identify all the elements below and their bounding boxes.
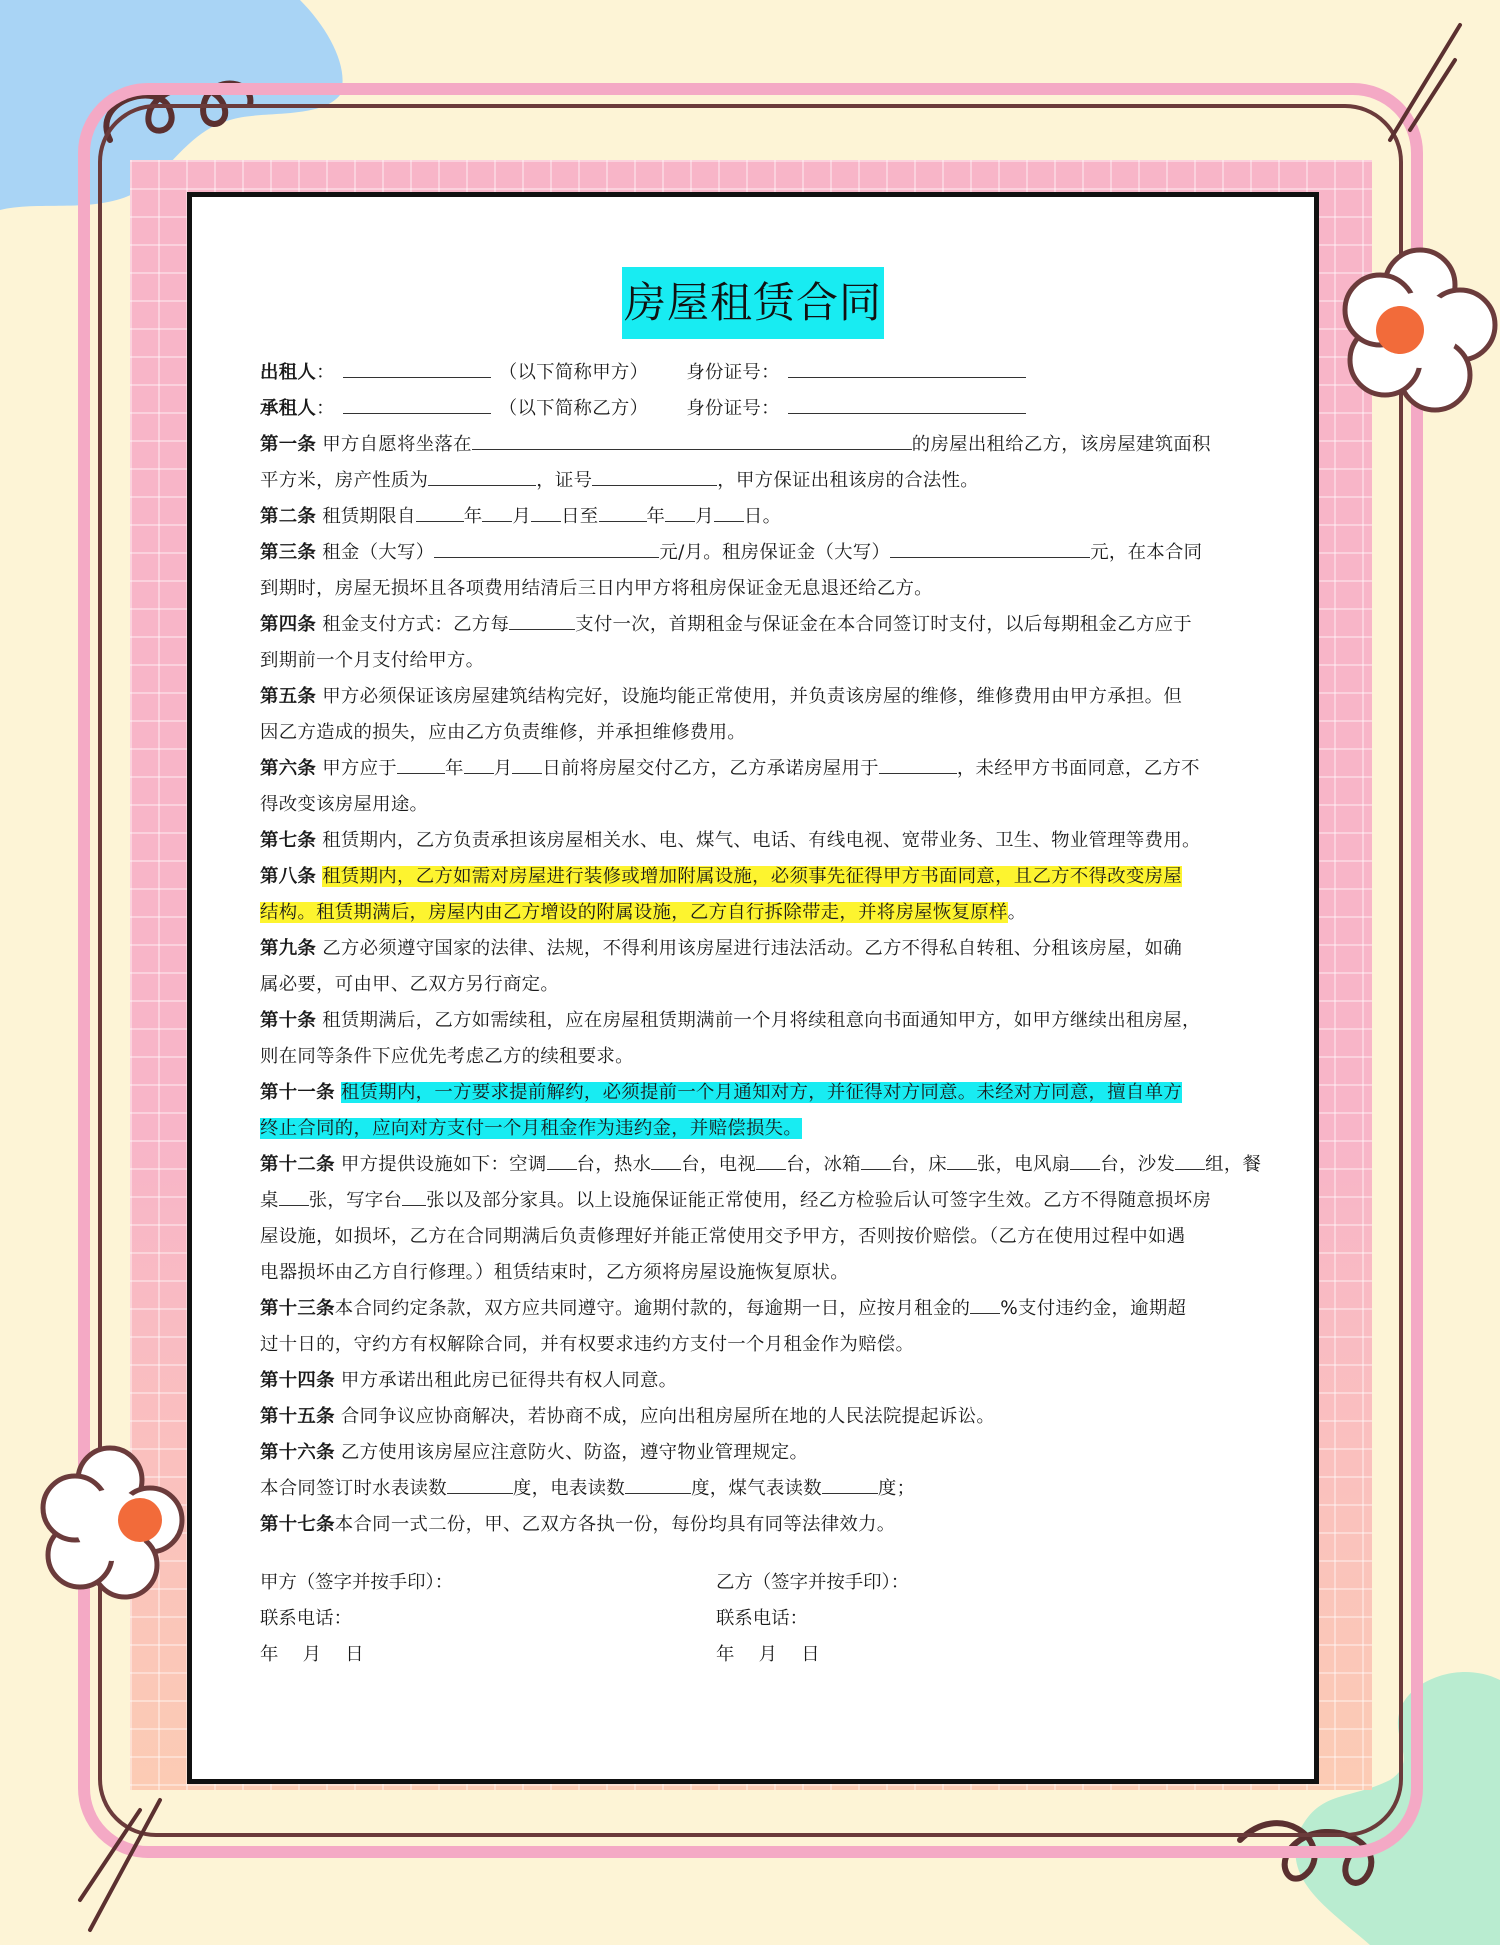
clause-17: 第十七条本合同一式二份，甲、乙双方各执一份，每份均具有同等法律效力。: [260, 1514, 896, 1535]
clause-7: 第七条 租赁期内，乙方负责承担该房屋相关水、电、煤气、电话、有线电视、宽带业务、卫生、物业管理等费用。: [260, 830, 1201, 851]
clause-3: 第三条 租金（大写） 元/月。租房保证金（大写） 元，在本合同: [260, 535, 1246, 571]
clause-10: 第十条 租赁期满后，乙方如需续租，应在房屋租赁期满前一个月将续租意向书面通知甲方，如甲方继续出租房屋，: [260, 1010, 1201, 1031]
clause-2: 第二条 租赁期限自 年 月 日至 年 月 日。: [260, 499, 1246, 535]
highlight-cyan: 租赁期内，一方要求提前解约，必须提前一个月通知对方，并征得对方同意。未经对方同意，擅自单方: [340, 1082, 1183, 1103]
contract-title: 房屋租赁合同: [622, 267, 884, 339]
lessor-line: 出租人： （以下简称甲方） 身份证号：: [260, 355, 1246, 391]
clause-14: 第十四条 甲方承诺出租此房已征得共有权人同意。: [260, 1370, 678, 1391]
clause-8: 第八条 租赁期内，乙方如需对房屋进行装修或增加附属设施，必须事先征得甲方书面同意，且乙方不得改变房屋: [260, 866, 1183, 887]
clause-12: 第十二条 甲方提供设施如下：空调 台，热水 台，电视 台，冰箱 台，床 张，电风扇 台，沙发 组，餐: [260, 1147, 1246, 1183]
signature-party-b: 乙方（签字并按手印）： 联系电话： 年 月 日: [716, 1572, 910, 1665]
clause-9: 第九条 乙方必须遵守国家的法律、法规，不得利用该房屋进行违法活动。乙方不得私自转租、分租该房屋，如确: [260, 938, 1183, 959]
contract-sheet: [187, 192, 1319, 1784]
lessor-id-blank[interactable]: [788, 355, 1026, 378]
clause-11: 第十一条 租赁期内，一方要求提前解约，必须提前一个月通知对方，并征得对方同意。未经对方同意，擅自单方: [260, 1082, 1183, 1103]
clause-15: 第十五条 合同争议应协商解决，若协商不成，应向出租房屋所在地的人民法院提起诉讼。: [260, 1406, 996, 1427]
clause-6: 第六条 甲方应于 年 月 日前将房屋交付乙方，乙方承诺房屋用于 ，未经甲方书面同意，乙方不: [260, 751, 1246, 787]
lessee-id-blank[interactable]: [788, 391, 1026, 414]
signature-party-a: 甲方（签字并按手印）： 联系电话： 年 月 日: [260, 1572, 454, 1665]
corner-scratch-top-right: [1370, 20, 1470, 180]
corner-scratch-bottom-left: [60, 1790, 180, 1940]
clause-13: 第十三条本合同约定条款，双方应共同遵守。逾期付款的，每逾期一日，应按月租金的 %支付违约金，逾期超: [260, 1291, 1246, 1327]
flower-bottom-left: [40, 1440, 190, 1610]
lessee-blank[interactable]: [343, 391, 491, 414]
lessor-blank[interactable]: [343, 355, 491, 378]
flower-top-right: [1340, 240, 1500, 420]
meter-readings: 本合同签订时水表读数 度，电表读数 度，煤气表读数 度；: [260, 1471, 1246, 1507]
highlight-yellow: 租赁期内，乙方如需对房屋进行装修或增加附属设施，必须事先征得甲方书面同意，且乙方不得改变房屋: [322, 866, 1183, 887]
clause-4: 第四条 租金支付方式：乙方每 支付一次，首期租金与保证金在本合同签订时支付，以后每期租金乙方应于: [260, 607, 1246, 643]
contract-body: 出租人： （以下简称甲方） 身份证号： 承租人： （以下简称乙方） 身份证号： 第一条 甲方自愿将坐落在 的房屋出租给乙方，该房屋建筑面积 平方米，房产性质为 ，证号 ，甲方保证出租该房的合法性。 第二条 租赁期限自 年 月 日至 年 月 日。 第三条 租金（大写） 元/月。租房保证金（大写） 元，在本合同 到期时，房屋无损坏且各项费用结清后三日内甲方将租房保证金无息退还给乙方。 第四条 租金支付方式：乙方每 支付一次，首期租金与保证金在本合同签订时支付，以后每期租金乙方应于 到期前一个月支付给甲方。 第五条 甲方必须保证该房屋建筑结构完好，设施均能正常使用，并负责该房屋的维修，维修费用由甲方承担。但 因乙方造成的损失，应由乙方负责维修，并承担维修费用。 第六条 甲方应于 年 月 日前将房屋交付乙方，乙方承诺房屋用于 ，未经甲方书面同意，乙方不 得改变该房屋用途。 第七条 租赁期内，乙方负责承担该房屋相关水、电、煤气、电话、有线电视、宽带业务、卫生、物业管理等费用。 第八条 租赁期内，乙方如需对房屋进行装修或增加附属设施，必须事先征得甲方书面同意，且乙方不得改变房屋 结构。租赁期满后，房屋内由乙方增设的附属设施，乙方自行拆除带走，并将房屋恢复原样。 第九条 乙方必须遵守国家的法律、法规，不得利用该房屋进行违法活动。乙方不得私自转租、分租该房屋，如确 属必要，可由甲、乙双方另行商定。 第十条 租赁期满后，乙方如需续租，应在房屋租赁期满前一个月将续租意向书面通知甲方，如甲方继续出租房屋， 则在同等条件下应优先考虑乙方的续租要求。 第十一条 租赁期内，一方要求提前解约，必须提前一个月通知对方，并征得对方同意。未经对方同意，擅自单方 终止合同的，应向对方支付一个月租金作为违约金，并赔偿损失。 第十二条 甲方提供设施如下：空调 台，热水 台，电视 台，冰箱 台，床 张，电风扇 台，沙发 组，餐 桌 张，写字台 张以及部分家具。以上设施保证能正常使用，经乙方检验后认可签字生效。乙方不得随意损坏房 屋设施，如损坏，乙方在合同期满后负责修理好并能正常使用交予甲方，否则按价赔偿。（乙方在使用过程中如遇 电器损坏由乙方自行修理。）租赁结束时，乙方须将房屋设施恢复原状。 第十三条本合同约定条款，双方应共同遵守。逾期付款的，每逾期一日，应按月租金的 %支付违约金，逾期超 过十日的，守约方有权解除合同，并有权要求违约方支付一个月租金作为赔偿。 第十四条 甲方承诺出租此房已征得共有权人同意。 第十五条 合同争议应协商解决，若协商不成，应向出租房屋所在地的人民法院提起诉讼。 第十六条 乙方使用该房屋应注意防火、防盗，遵守物业管理规定。 本合同签订时水表读数 度，电表读数 度，煤气表读数 度； 第十七条本合同一式二份，甲、乙双方各执一份，每份均具有同等法律效力。: [260, 355, 1246, 1543]
lessee-line: 承租人： （以下简称乙方） 身份证号：: [260, 391, 1246, 427]
clause-5: 第五条 甲方必须保证该房屋建筑结构完好，设施均能正常使用，并负责该房屋的维修，维修费用由甲方承担。但: [260, 686, 1183, 707]
clause-1: 第一条 甲方自愿将坐落在 的房屋出租给乙方，该房屋建筑面积: [260, 427, 1246, 463]
clause-16: 第十六条 乙方使用该房屋应注意防火、防盗，遵守物业管理规定。: [260, 1442, 809, 1463]
